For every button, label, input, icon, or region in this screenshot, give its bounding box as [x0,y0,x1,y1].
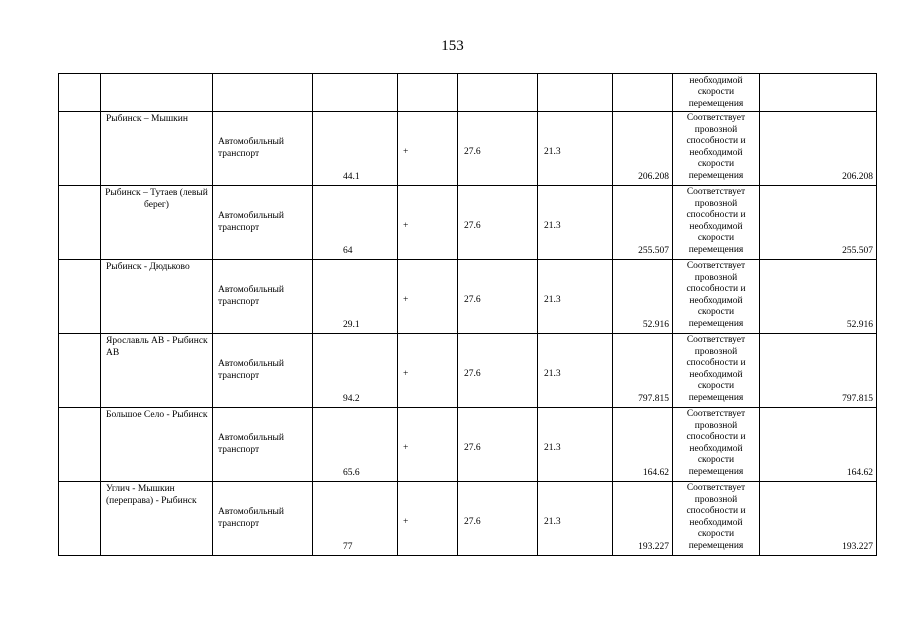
cell-value-a [458,186,538,260]
flow-total-value: 797.815 [842,393,873,404]
cell-lead [59,334,101,408]
value-b: 21.3 [544,443,561,453]
cell-flow-total [760,74,877,112]
value-a: 27.6 [464,295,481,305]
plus-mark: + [403,369,409,379]
cell-lead [59,74,101,112]
value-b: 21.3 [544,369,561,379]
cell-conclusion [673,186,760,260]
table-row [59,334,877,408]
conclusion-text: Соответствует провозной способности и необходимой скорости перемещения [686,187,746,255]
flow-total-value: 52.916 [846,319,873,330]
cell-lead [59,408,101,482]
cell-flow-total [760,112,877,186]
cell-value-b [538,482,613,556]
value-a: 27.6 [464,221,481,231]
cell-mode [213,334,313,408]
value-a: 27.6 [464,369,481,379]
plus-mark: + [403,221,409,231]
cell-value-a [458,408,538,482]
cell-mark [398,186,458,260]
cell-distance [313,186,398,260]
conclusion-line: перемещения [688,98,744,109]
cell-flow-total [760,482,877,556]
cell-conclusion [673,408,760,482]
transport-mode: Автомобильный транспорт [218,285,285,307]
cell-lead [59,260,101,334]
table-row [59,112,877,186]
cell-flow [613,408,673,482]
cell-distance [313,112,398,186]
cell-mark [398,112,458,186]
flow-total-value: 255.507 [842,245,873,256]
cell-value-b [538,74,613,112]
distance-value: 64 [343,245,353,256]
cell-distance [313,260,398,334]
cell-value-a [458,482,538,556]
cell-lead [59,112,101,186]
cell-mark [398,334,458,408]
routes-table [58,73,877,556]
cell-conclusion [673,334,760,408]
plus-mark: + [403,295,409,305]
cell-mode [213,408,313,482]
flow-value: 52.916 [642,319,669,330]
conclusion-line: скорости [697,87,735,97]
cell-route [101,112,213,186]
value-b: 21.3 [544,147,561,157]
cell-route [101,334,213,408]
cell-flow [613,112,673,186]
plus-mark: + [403,147,409,157]
conclusion-text: Соответствует провозной способности и необходимой скорости перемещения [686,335,746,403]
cell-value-a [458,74,538,112]
cell-route [101,186,213,260]
cell-distance [313,334,398,408]
route-name: Рыбинск – Мышкин [106,114,188,124]
flow-total-value: 193.227 [842,541,873,552]
table-row-continued [59,74,877,112]
cell-flow [613,334,673,408]
cell-mode [213,482,313,556]
distance-value: 77 [343,541,353,552]
conclusion-text: Соответствует провозной способности и необходимой скорости перемещения [686,113,746,181]
cell-value-b [538,112,613,186]
flow-value: 255.507 [638,245,669,256]
cell-value-a [458,334,538,408]
value-b: 21.3 [544,295,561,305]
table-row [59,408,877,482]
plus-mark: + [403,443,409,453]
cell-flow-total [760,186,877,260]
cell-distance [313,482,398,556]
flow-value: 797.815 [638,393,669,404]
cell-mark [398,408,458,482]
route-name: Углич - Мышкин (переправа) - Рыбинск [106,484,197,506]
cell-value-b [538,186,613,260]
cell-distance [313,74,398,112]
cell-flow [613,186,673,260]
conclusion-text: Соответствует провозной способности и необходимой скорости перемещения [686,261,746,329]
value-a: 27.6 [464,517,481,527]
transport-mode: Автомобильный транспорт [218,137,285,159]
cell-conclusion [673,74,760,112]
cell-value-a [458,112,538,186]
cell-mode [213,186,313,260]
route-name: Рыбинск – Тутаев (левый берег) [105,188,208,210]
cell-flow-total [760,334,877,408]
route-name: Рыбинск - Дюдьково [106,262,190,272]
flow-total-value: 164.62 [846,467,873,478]
cell-route [101,260,213,334]
cell-mode [213,74,313,112]
cell-value-b [538,408,613,482]
table-row [59,186,877,260]
conclusion-text: Соответствует провозной способности и необходимой скорости перемещения [686,409,746,477]
conclusion-continued [674,76,758,111]
distance-value: 44.1 [343,171,360,182]
flow-total-value: 206.208 [842,171,873,182]
cell-mode [213,112,313,186]
cell-flow [613,74,673,112]
cell-conclusion [673,482,760,556]
route-name: Большое Село - Рыбинск [106,410,208,420]
cell-conclusion [673,112,760,186]
value-a: 27.6 [464,443,481,453]
cell-mark [398,260,458,334]
value-b: 21.3 [544,221,561,231]
cell-value-b [538,260,613,334]
cell-flow [613,482,673,556]
plus-mark: + [403,517,409,527]
cell-flow-total [760,408,877,482]
cell-mode [213,260,313,334]
cell-mark [398,74,458,112]
cell-mark [398,482,458,556]
cell-lead [59,482,101,556]
flow-value: 164.62 [642,467,669,478]
cell-flow-total [760,260,877,334]
cell-value-b [538,334,613,408]
transport-mode: Автомобильный транспорт [218,211,285,233]
conclusion-text: Соответствует провозной способности и необходимой скорости перемещения [686,483,746,551]
transport-mode: Автомобильный транспорт [218,359,285,381]
cell-flow [613,260,673,334]
table-row [59,482,877,556]
value-a: 27.6 [464,147,481,157]
cell-value-a [458,260,538,334]
conclusion-line: необходимой [689,75,743,86]
cell-distance [313,408,398,482]
value-b: 21.3 [544,517,561,527]
distance-value: 65.6 [343,467,360,478]
distance-value: 29.1 [343,319,360,330]
cell-conclusion [673,260,760,334]
cell-route [101,408,213,482]
transport-mode: Автомобильный транспорт [218,507,285,529]
cell-lead [59,186,101,260]
flow-value: 193.227 [638,541,669,552]
page-number: 153 [441,38,464,54]
route-name: Ярославль АВ - Рыбинск АВ [106,336,208,358]
table-row [59,260,877,334]
distance-value: 94.2 [343,393,360,404]
cell-route [101,74,213,112]
cell-route [101,482,213,556]
transport-mode: Автомобильный транспорт [218,433,285,455]
flow-value: 206.208 [638,171,669,182]
